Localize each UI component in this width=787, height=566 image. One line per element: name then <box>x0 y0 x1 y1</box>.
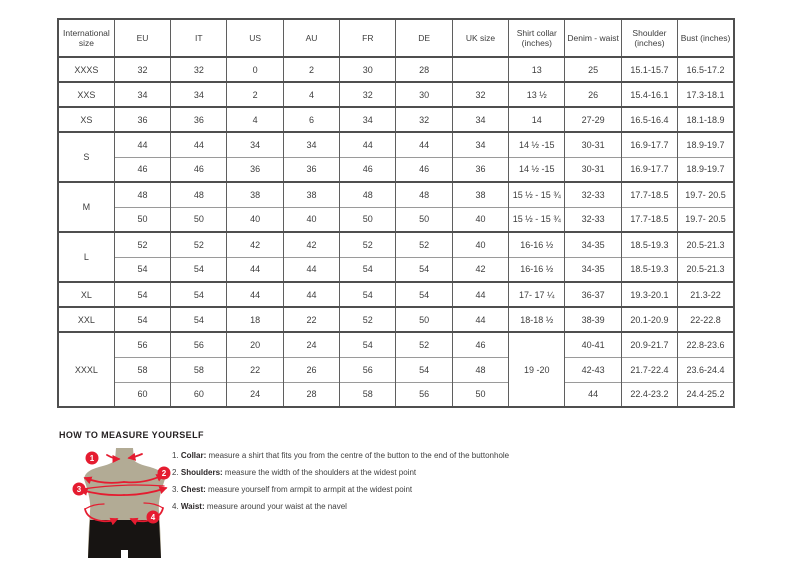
table-cell: 32 <box>396 107 452 132</box>
table-cell: 34 <box>452 107 508 132</box>
table-cell: 38-39 <box>565 307 621 332</box>
table-cell: 46 <box>452 332 508 357</box>
step-number: 3. <box>172 485 179 494</box>
table-cell: 44 <box>227 257 283 282</box>
table-cell: 30 <box>340 57 396 82</box>
table-cell: 40 <box>452 207 508 232</box>
size-row <box>58 382 734 407</box>
table-cell: 21.3-22 <box>678 282 734 307</box>
table-cell: 34 <box>283 132 339 157</box>
table-cell: 56 <box>340 357 396 382</box>
table-cell: 36 <box>114 107 170 132</box>
table-cell: 34 <box>452 132 508 157</box>
table-cell: 54 <box>171 282 227 307</box>
table-cell: 15.1-15.7 <box>621 57 677 82</box>
table-cell: 19.3-20.1 <box>621 282 677 307</box>
svg-text:1: 1 <box>89 454 95 463</box>
table-cell: 54 <box>340 257 396 282</box>
table-cell: 4 <box>227 107 283 132</box>
collar-merged-cell: 19 -20 <box>509 332 565 407</box>
table-cell: 50 <box>340 207 396 232</box>
table-cell: 4 <box>283 82 339 107</box>
svg-text:4: 4 <box>150 513 156 522</box>
table-cell: 48 <box>171 182 227 207</box>
size-row <box>58 332 734 357</box>
column-header: DE <box>396 19 452 57</box>
measure-step <box>172 447 509 464</box>
table-cell: 0 <box>227 57 283 82</box>
table-cell: 44 <box>171 132 227 157</box>
step-text: measure around your waist at the navel <box>206 502 347 511</box>
table-cell: 15 ½ - 15 ¾ <box>509 182 565 207</box>
table-cell: 34 <box>171 82 227 107</box>
marker-2-icon <box>158 467 171 480</box>
table-cell: 30-31 <box>565 157 621 182</box>
table-cell: 54 <box>340 282 396 307</box>
step-label: Waist: <box>180 502 205 511</box>
table-cell: 58 <box>340 382 396 407</box>
size-row <box>58 207 734 232</box>
table-cell: 54 <box>114 257 170 282</box>
size-row <box>58 182 734 207</box>
table-cell: 20.9-21.7 <box>621 332 677 357</box>
table-cell: 14 ½ -15 <box>509 132 565 157</box>
table-cell: 36 <box>171 107 227 132</box>
size-row <box>58 157 734 182</box>
table-cell: 52 <box>396 332 452 357</box>
table-cell: 18.5-19.3 <box>621 257 677 282</box>
table-cell: 38 <box>283 182 339 207</box>
table-cell: 18.5-19.3 <box>621 232 677 257</box>
table-cell: 50 <box>396 207 452 232</box>
table-cell: 50 <box>114 207 170 232</box>
table-cell: 54 <box>114 282 170 307</box>
table-cell: 34 <box>227 132 283 157</box>
table-cell: 18.9-19.7 <box>678 157 734 182</box>
size-label: XS <box>58 107 114 132</box>
table-cell: 42 <box>452 257 508 282</box>
table-cell: 40 <box>452 232 508 257</box>
table-cell: 16-16 ½ <box>509 232 565 257</box>
size-label: L <box>58 232 114 282</box>
table-cell: 18 <box>227 307 283 332</box>
table-cell: 54 <box>396 257 452 282</box>
size-label: M <box>58 182 114 232</box>
table-cell: 46 <box>396 157 452 182</box>
table-cell: 21.7-22.4 <box>621 357 677 382</box>
size-chart-table <box>57 18 735 408</box>
column-header: IT <box>171 19 227 57</box>
size-row <box>58 82 734 107</box>
step-number: 4. <box>172 502 179 511</box>
table-cell: 24 <box>227 382 283 407</box>
size-row <box>58 257 734 282</box>
measure-steps <box>172 447 509 515</box>
table-cell: 32 <box>171 57 227 82</box>
table-cell: 46 <box>340 157 396 182</box>
table-cell: 19.7- 20.5 <box>678 207 734 232</box>
step-number: 2. <box>172 468 179 477</box>
table-cell: 44 <box>565 382 621 407</box>
table-cell: 56 <box>171 332 227 357</box>
table-cell: 22 <box>227 357 283 382</box>
table-cell: 22.4-23.2 <box>621 382 677 407</box>
table-cell: 44 <box>227 282 283 307</box>
table-cell: 24 <box>283 332 339 357</box>
table-cell: 50 <box>452 382 508 407</box>
step-label: Chest: <box>180 485 206 494</box>
table-cell: 34-35 <box>565 232 621 257</box>
size-row <box>58 307 734 332</box>
table-cell: 32 <box>114 57 170 82</box>
table-cell: 42 <box>227 232 283 257</box>
table-cell: 48 <box>114 182 170 207</box>
table-cell: 58 <box>171 357 227 382</box>
column-header: FR <box>340 19 396 57</box>
table-cell: 22.8-23.6 <box>678 332 734 357</box>
table-cell: 54 <box>171 257 227 282</box>
table-cell: 38 <box>227 182 283 207</box>
table-cell: 20.5-21.3 <box>678 232 734 257</box>
table-cell: 34 <box>114 82 170 107</box>
table-cell: 56 <box>114 332 170 357</box>
table-cell: 48 <box>396 182 452 207</box>
table-cell: 2 <box>283 57 339 82</box>
mannequin-diagram <box>72 447 180 564</box>
table-cell: 54 <box>171 307 227 332</box>
table-cell: 44 <box>283 282 339 307</box>
step-label: Shoulders: <box>180 468 223 477</box>
table-cell: 20.1-20.9 <box>621 307 677 332</box>
table-cell: 16.9-17.7 <box>621 157 677 182</box>
table-cell: 16.5-17.2 <box>678 57 734 82</box>
table-cell: 14 <box>509 107 565 132</box>
table-cell: 50 <box>171 207 227 232</box>
table-cell: 38 <box>452 182 508 207</box>
table-cell: 60 <box>171 382 227 407</box>
table-cell: 42-43 <box>565 357 621 382</box>
table-cell: 2 <box>227 82 283 107</box>
size-chart-body <box>58 57 734 407</box>
table-cell: 34 <box>340 107 396 132</box>
table-cell: 13 ½ <box>509 82 565 107</box>
table-cell: 24.4-25.2 <box>678 382 734 407</box>
svg-text:3: 3 <box>76 485 82 494</box>
step-text: measure yourself from armpit to armpit at the widest point <box>208 485 413 494</box>
table-cell: 52 <box>396 232 452 257</box>
table-cell: 18-18 ½ <box>509 307 565 332</box>
table-cell: 36 <box>283 157 339 182</box>
table-cell: 40 <box>283 207 339 232</box>
table-cell: 25 <box>565 57 621 82</box>
table-cell: 36 <box>452 157 508 182</box>
size-row <box>58 232 734 257</box>
mannequin-shorts <box>88 520 161 558</box>
table-cell: 27-29 <box>565 107 621 132</box>
table-cell: 13 <box>509 57 565 82</box>
table-cell: 40 <box>227 207 283 232</box>
table-cell: 54 <box>340 332 396 357</box>
table-cell: 48 <box>340 182 396 207</box>
table-cell: 30-31 <box>565 132 621 157</box>
table-cell: 44 <box>396 132 452 157</box>
column-header: Denim - waist <box>565 19 621 57</box>
size-row <box>58 107 734 132</box>
step-text: measure the width of the shoulders at the widest point <box>224 468 417 477</box>
table-cell: 48 <box>452 357 508 382</box>
column-header: Shoulder (inches) <box>621 19 677 57</box>
column-header: AU <box>283 19 339 57</box>
size-label: S <box>58 132 114 182</box>
table-cell: 44 <box>452 282 508 307</box>
table-cell: 17.7-18.5 <box>621 207 677 232</box>
table-cell: 44 <box>283 257 339 282</box>
table-cell: 32-33 <box>565 182 621 207</box>
size-row <box>58 282 734 307</box>
measure-step <box>172 464 509 481</box>
measurement-figure <box>72 447 180 564</box>
table-cell: 19.7- 20.5 <box>678 182 734 207</box>
table-cell: 52 <box>340 307 396 332</box>
column-header: International size <box>58 19 114 57</box>
table-cell: 16.9-17.7 <box>621 132 677 157</box>
table-cell: 32 <box>340 82 396 107</box>
table-cell: 17.3-18.1 <box>678 82 734 107</box>
table-cell: 22-22.8 <box>678 307 734 332</box>
table-cell: 54 <box>396 357 452 382</box>
table-cell: 17.7-18.5 <box>621 182 677 207</box>
table-cell: 32-33 <box>565 207 621 232</box>
table-cell: 56 <box>396 382 452 407</box>
table-cell: 26 <box>565 82 621 107</box>
table-cell: 50 <box>396 307 452 332</box>
table-cell: 22 <box>283 307 339 332</box>
measure-step <box>172 498 509 515</box>
table-cell: 28 <box>396 57 452 82</box>
marker-1-icon <box>86 452 99 465</box>
table-cell: 36 <box>227 157 283 182</box>
table-cell: 44 <box>340 132 396 157</box>
table-cell: 58 <box>114 357 170 382</box>
table-cell: 20 <box>227 332 283 357</box>
table-cell: 42 <box>283 232 339 257</box>
table-cell: 32 <box>452 82 508 107</box>
svg-text:2: 2 <box>161 469 167 478</box>
column-header: US <box>227 19 283 57</box>
table-cell: 30 <box>396 82 452 107</box>
column-header: Bust (inches) <box>678 19 734 57</box>
table-cell: 20.5-21.3 <box>678 257 734 282</box>
table-cell: 15.4-16.1 <box>621 82 677 107</box>
column-header: Shirt collar (inches) <box>509 19 565 57</box>
size-label: XXXS <box>58 57 114 82</box>
table-cell: 46 <box>171 157 227 182</box>
table-cell: 40-41 <box>565 332 621 357</box>
step-number: 1. <box>172 451 179 460</box>
table-cell: 44 <box>114 132 170 157</box>
measure-step <box>172 481 509 498</box>
column-header: UK size <box>452 19 508 57</box>
measure-section-title: HOW TO MEASURE YOURSELF <box>59 430 204 440</box>
size-label: XL <box>58 282 114 307</box>
table-cell: 36-37 <box>565 282 621 307</box>
table-cell: 15 ½ - 15 ¾ <box>509 207 565 232</box>
table-cell: 52 <box>114 232 170 257</box>
table-cell: 34-35 <box>565 257 621 282</box>
marker-4-icon <box>147 511 160 524</box>
table-cell <box>452 57 508 82</box>
table-cell: 54 <box>396 282 452 307</box>
table-cell: 16-16 ½ <box>509 257 565 282</box>
table-cell: 60 <box>114 382 170 407</box>
table-cell: 44 <box>452 307 508 332</box>
size-chart-header <box>58 19 734 57</box>
header-row <box>58 19 734 57</box>
step-text: measure a shirt that fits you from the centre of the button to the end of the buttonhole <box>208 451 510 460</box>
size-row <box>58 57 734 82</box>
size-row <box>58 357 734 382</box>
table-cell: 26 <box>283 357 339 382</box>
size-label: XXL <box>58 307 114 332</box>
step-label: Collar: <box>180 451 207 460</box>
table-cell: 14 ½ -15 <box>509 157 565 182</box>
table-cell: 18.9-19.7 <box>678 132 734 157</box>
table-cell: 54 <box>114 307 170 332</box>
column-header: EU <box>114 19 170 57</box>
table-cell: 18.1-18.9 <box>678 107 734 132</box>
size-label: XXS <box>58 82 114 107</box>
table-cell: 16.5-16.4 <box>621 107 677 132</box>
marker-3-icon <box>73 483 86 496</box>
table-cell: 6 <box>283 107 339 132</box>
table-cell: 52 <box>340 232 396 257</box>
table-cell: 23.6-24.4 <box>678 357 734 382</box>
table-cell: 46 <box>114 157 170 182</box>
table-cell: 52 <box>171 232 227 257</box>
table-cell: 28 <box>283 382 339 407</box>
size-label: XXXL <box>58 332 114 407</box>
size-row <box>58 132 734 157</box>
table-cell: 17- 17 ¼ <box>509 282 565 307</box>
